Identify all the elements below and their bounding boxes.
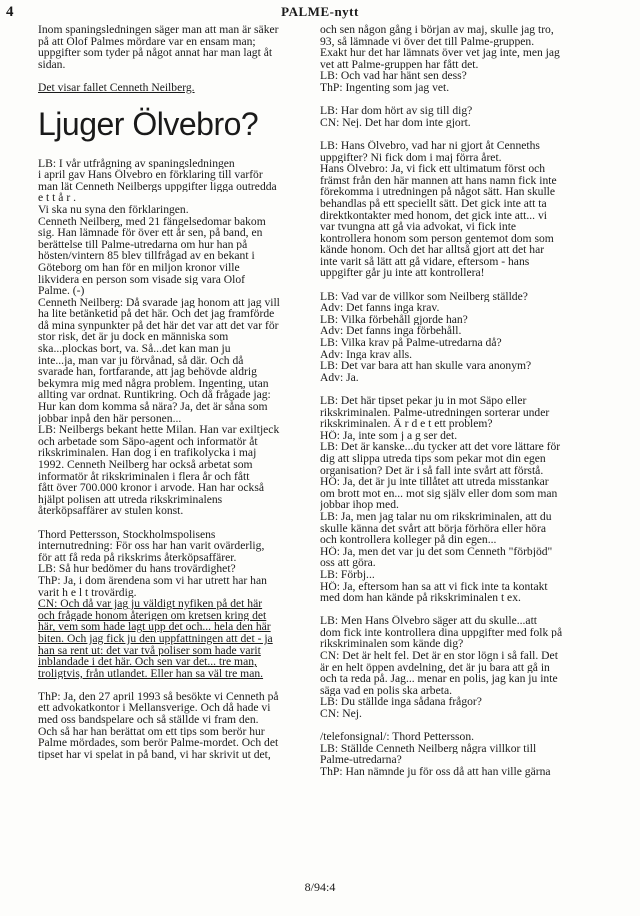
- text-line: främst från den här mannen att hans namn fick inte: [320, 174, 557, 187]
- text-line: jobbar inpå den här personen...: [38, 412, 182, 425]
- left-body-text: [38, 158, 310, 761]
- text-line: CN: Nej.: [320, 708, 362, 720]
- text-line: stor risk, det är ju dock en människa som: [38, 331, 229, 344]
- text-line: dig att slippa utreda tips som pekar mot din egen: [320, 452, 546, 465]
- text-line: Palme. (-): [38, 285, 85, 297]
- text-line: Vi ska nu syna den förklaringen.: [38, 203, 189, 216]
- text-line: uppgifter? Ni fick dom i maj förra året.: [320, 151, 502, 164]
- text-line: LB: Det är kanske...du tycker att det vore lättare för: [320, 441, 561, 453]
- text-line: är en helt öppen avdelning, det är ju bara att gå in: [320, 661, 550, 674]
- text-line: rikskriminalen. Han dog i en trafikolycka i maj: [38, 447, 257, 459]
- text-line: direktkontakter med honom, det gick inte att... vi: [320, 209, 547, 222]
- left-column: [38, 24, 310, 760]
- text-line: ThP: Ja, i dom ärendena som vi har utrett har han: [38, 574, 267, 587]
- paragraph: [38, 158, 310, 517]
- text-line: LB: Ställde Cenneth Neilberg några villkor till: [320, 742, 537, 755]
- text-line: likvidera en person som visade sig vara Olof: [38, 273, 246, 286]
- text-line: rikskriminalen. Palme-utredningen sorterar under: [320, 406, 550, 419]
- text-line: ThP: Han nämnde ju för oss då att han ville gärna: [320, 766, 551, 778]
- text-line: oss att göra.: [320, 557, 376, 569]
- text-line: kontrollera honom som person gentemot dom som: [320, 232, 554, 245]
- text-line: LB: Hans Ölvebro, vad har ni gjort åt Cenneths: [320, 139, 540, 152]
- text-line: LB: Ja, men jag talar nu om rikskriminalen, att du: [320, 510, 552, 523]
- text-line: LB: Vad var de villkor som Neilberg ställde?: [320, 290, 528, 303]
- right-column: [320, 24, 612, 778]
- text-line: LB: Vilka förbehåll gjorde han?: [320, 313, 468, 326]
- issue-footer: 8/94:4: [304, 880, 336, 894]
- text-line: man lät Cenneth Neilbergs uppgifter ligga outredda: [38, 180, 277, 193]
- text-line: kände honom. Och det har alltså gjort att det har: [320, 244, 545, 256]
- text-line: organisation? Det är i så fall inte svårt att förstå.: [320, 464, 544, 477]
- text-line: uppgifter som tyder på något annat har man lagt åt: [38, 47, 273, 59]
- text-line: inblandade i det här. Och sen var det... tre man,: [38, 656, 257, 668]
- text-line: rikskriminalen. Ä r d e t ett problem?: [320, 418, 493, 430]
- text-line: Palme-utredarna?: [320, 754, 402, 766]
- text-line: var tvungna att gå via advokat, vi fick inte: [320, 221, 517, 233]
- text-line: hjälpt polisen att utreda rikskriminalens: [38, 493, 223, 506]
- paragraph: [38, 529, 310, 680]
- text-line: och ta reda på. Jag... menar en polis, jag kan ju inte: [320, 673, 558, 685]
- text-line: LB: Så hur bedömer du hans trovärdighet?: [38, 563, 236, 575]
- text-line: uppgifter går ju inte att kontrollera!: [320, 267, 485, 280]
- text-line: LB: Har dom hört av sig till dig?: [320, 105, 473, 117]
- text-line: Och så har han berättat om ett tips som berör hur: [38, 725, 265, 738]
- page-number: 4: [6, 4, 14, 20]
- text-line: sig. Han lämnade för över ett år sen, på band, en: [38, 227, 263, 239]
- publication-title: PALME-nytt: [281, 4, 359, 19]
- paragraph: [320, 291, 612, 384]
- text-line: HÖ: Ja, eftersom han sa att vi fick inte ta kontakt: [320, 580, 548, 593]
- text-line: Palme mördades, som berör Palme-mordet. Och det: [38, 737, 279, 749]
- text-line: Thord Pettersson, Stockholmspolisens: [38, 528, 216, 541]
- text-line: CN: Det är helt fel. Det är en stor lögn i så fall. Det: [320, 650, 558, 662]
- text-line: ett advokatkontor i Mellansverige. Och då hade vi: [38, 702, 271, 715]
- text-line: CN: Och då var jag ju väldigt nyfiken på det här: [38, 598, 263, 610]
- text-line: behandlas på ett speciellt sätt. Det gick inte att ta: [320, 197, 547, 210]
- text-line: CN: Nej. Det har dom inte gjort.: [320, 116, 471, 129]
- text-line: Exakt hur det har lämnats över vet jag inte, men jag: [320, 47, 560, 59]
- text-line: jobbar ihop med.: [320, 499, 399, 511]
- text-line: LB: Du ställde inga sådana frågor?: [320, 696, 482, 709]
- text-line: /telefonsignal/: Thord Pettersson.: [320, 731, 475, 743]
- text-line: för att få reda på rikskrims återköpsaffärer.: [38, 551, 237, 564]
- text-line: Cenneth Neilberg, med 21 fängelsedomar bakom: [38, 215, 266, 228]
- text-line: han sa rent ut: det var två poliser som hade varit: [38, 644, 261, 657]
- paragraph: [320, 140, 612, 279]
- text-line: och frågade honom återigen om kretsen kring det: [38, 609, 267, 622]
- text-line: Adv: Det fanns inga förbehåll.: [320, 325, 462, 338]
- text-line: med dom han kände på rikskriminalen t ex.: [320, 592, 521, 604]
- text-line: och kontrollera kolleger på din egen...: [320, 534, 497, 546]
- paragraph: [320, 731, 612, 777]
- text-line: här, vem som hade lagt upp det och... hela den här: [38, 621, 271, 633]
- text-line: internutredning: För oss har han varit ovärderlig,: [38, 540, 265, 552]
- text-line: Cenneth Neilberg: Då svarade jag honom att jag vill: [38, 296, 280, 309]
- text-line: rikskriminalen som kände dig?: [320, 638, 464, 651]
- text-line: och sen någon gång i början av maj, skulle jag tro,: [320, 24, 554, 36]
- text-line: Adv: Ja.: [320, 371, 359, 384]
- paragraph: [38, 691, 310, 761]
- intro-link[interactable]: Det visar fallet Cenneth Neilberg.: [38, 81, 195, 94]
- text-line: förekomma i utredningen på något sätt. Han skulle: [320, 186, 556, 198]
- text-line: HÖ: Ja, det är ju inte tillåtet att utreda misstankar: [320, 476, 549, 488]
- text-line: säga vad en polis ska arbeta.: [320, 684, 452, 697]
- text-line: bekymra mig med några problem. Ingenting, utan: [38, 377, 269, 390]
- text-line: Adv: Inga krav alls.: [320, 348, 413, 361]
- text-line: LB: Vilka krav på Palme-utredarna då?: [320, 337, 502, 349]
- text-line: LB: Neilbergs bekant hette Milan. Han var exiltjeck: [38, 424, 280, 436]
- text-line: berättelse till Palme-utredarna om hur han på: [38, 238, 248, 251]
- text-line: med oss bandspelare och så ställde vi fram den.: [38, 714, 259, 726]
- right-body-text: [320, 24, 612, 778]
- text-line: inte...ja, man var ju förvånad, så där. Och då: [38, 354, 244, 367]
- text-line: LB: Det här tipset pekar ju in mot Säpo eller: [320, 395, 527, 407]
- text-line: 93, så lämnade vi över det till Palme-gruppen.: [320, 35, 535, 48]
- text-line: återköpsaffärer av stulen konst.: [38, 505, 184, 517]
- text-line: 1992. Cenneth Neilberg har också arbetat som: [38, 459, 253, 471]
- text-line: LB: Förbj...: [320, 568, 375, 581]
- text-line: varit h e l t trovärdig.: [38, 586, 137, 599]
- paragraph: [320, 105, 612, 128]
- text-line: e t t å r .: [38, 192, 76, 204]
- text-line: biten. Och jag fick ju den uppfattningen att det - ja: [38, 632, 273, 645]
- text-line: LB: Och vad har hänt sen dess?: [320, 70, 467, 82]
- text-line: Adv: Det fanns inga krav.: [320, 302, 440, 314]
- text-line: ThP: Ja, den 27 april 1993 så besökte vi Cenneth på: [38, 690, 279, 703]
- text-line: troligtvis, från utlandet. Eller han sa väl tre man.: [38, 667, 264, 680]
- text-line: hösten/vintern 85 blev tillfrågad av en bekant i: [38, 250, 255, 262]
- page-header: [0, 4, 640, 24]
- text-line: LB: Det var bara att han skulle vara anonym?: [320, 360, 532, 372]
- text-line: tipset har vi spelat in på band, vi har skrivit ut det,: [38, 748, 271, 761]
- paragraph: [320, 615, 612, 719]
- text-line: Göteborg om han för en miljon kronor ville: [38, 261, 240, 274]
- text-line: LB: Men Hans Ölvebro säger att du skulle...att: [320, 615, 538, 627]
- text-line: och arbetade som Säpo-agent och informatör åt: [38, 435, 258, 448]
- text-line: fått över 700.000 kronor i arvode. Han har också: [38, 482, 265, 494]
- text-line: LB: I vår utfrågning av spaningsledningen: [38, 157, 235, 170]
- text-line: ha lite betänketid på det här. Och det jag framförde: [38, 308, 275, 320]
- text-line: Hur kan dom komma så nära? Ja, det är såna som: [38, 401, 268, 413]
- text-line: informatör åt rikskriminalen i flera år och fått: [38, 470, 250, 483]
- text-line: HÖ: Ja, men det var ju det som Cenneth "förbjöd": [320, 545, 553, 558]
- text-line: svarade han, fortfarande, att jag behövde aldrig: [38, 366, 257, 378]
- text-line: dom fick inte kontrollera dina uppgifter med folk på: [320, 626, 563, 639]
- text-line: om brott mot en... mot sig själv eller dom som man: [320, 487, 558, 500]
- text-line: Inom spaningsledningen säger man att man är säker: [38, 24, 279, 36]
- text-line: Hans Ölvebro: Ja, vi fick ett ultimatum först och: [320, 163, 546, 175]
- paragraph: [320, 395, 612, 604]
- text-line: skulle känna det svårt att börja förhöra eller höra: [320, 522, 546, 535]
- text-line: då mina synpunkter på det här det var att det var för: [38, 319, 279, 332]
- article-headline: Ljuger Ölvebro?: [38, 105, 259, 142]
- text-line: ThP: Ingenting som jag vet.: [320, 81, 450, 94]
- intro-paragraph: [38, 24, 310, 70]
- text-line: ska...plockas bort, va. Så...det kan man ju: [38, 343, 231, 355]
- paragraph: [320, 24, 612, 94]
- text-line: inte varit så lätt att gå vidare, eftersom - hans: [320, 255, 530, 268]
- text-line: sidan.: [38, 58, 66, 71]
- text-line: vet att Palme-gruppen har fått det.: [320, 58, 479, 71]
- text-line: HÖ: Ja, inte som j a g ser det.: [320, 429, 458, 442]
- text-line: allting var ordnat. Runtikring. Och då frågade jag:: [38, 389, 271, 402]
- text-line: på att Olof Palmes mördare var en ensam man;: [38, 35, 256, 48]
- text-line: i april gav Hans Ölvebro en förklaring till varför: [38, 169, 263, 181]
